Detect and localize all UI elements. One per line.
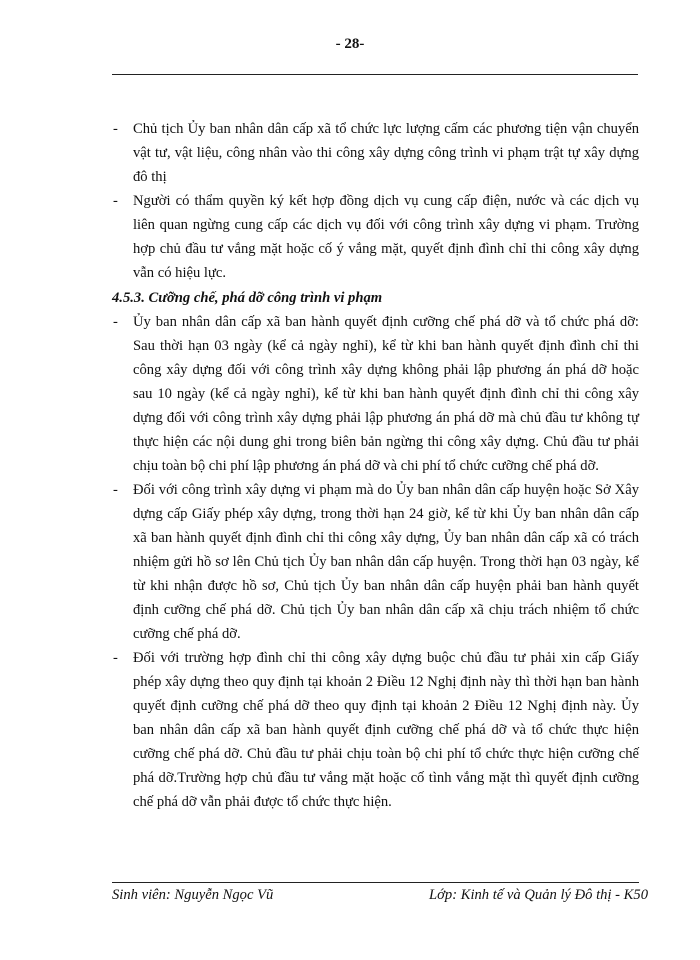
footer-divider xyxy=(112,882,639,883)
list-item xyxy=(112,189,639,285)
list-item-text: Ủy ban nhân dân cấp xã ban hành quyết định cưỡng chế phá dỡ và tổ chức phá dỡ: Sau thời hạn 03 ngày (kể cả ngày nghỉ), kể từ khi ban hành quyết định đình chỉ thi công xây dựng đối với công trình xây dựng không phải lập phương án phá dỡ hoặc sau 10 ngày (kể cả ngày nghỉ), kể từ khi ban hành quyết định đình chỉ thi công xây dựng đối với công trình xây dựng phải lập phương án phá dỡ mà chủ đầu tư không tự thực hiện các nội dung ghi trong biên bản ngừng thi công xây dựng. Chủ đầu tư phải chịu toàn bộ chi phí lập phương án phá dỡ và chi phí tổ chức cưỡng chế phá dỡ. xyxy=(133,314,639,474)
list-item xyxy=(112,646,639,814)
footer-class: Lớp: Kinh tế và Quản lý Đô thị - K50 xyxy=(429,887,648,903)
footer-student: Sinh viên: Nguyễn Ngọc Vũ xyxy=(112,887,274,903)
bullet-dash: - xyxy=(113,482,118,498)
list-item-text: Đối với công trình xây dựng vi phạm mà do Ủy ban nhân dân cấp huyện hoặc Sở Xây dựng cấp Giấy phép xây dựng, trong thời hạn 24 giờ, kể từ khi Ủy ban nhân dân cấp xã ban hành quyết định đình chỉ thi công xây dựng, Ủy ban nhân dân cấp xã có trách nhiệm gửi hồ sơ lên Chủ tịch Ủy ban nhân dân cấp huyện. Trong thời hạn 03 ngày, kể từ khi nhận được hồ sơ, Chủ tịch Ủy ban nhân dân cấp huyện phải ban hành quyết định cưỡng chế phá dỡ. Chủ tịch Ủy ban nhân dân cấp xã chịu trách nhiệm tổ chức cưỡng chế phá dỡ. xyxy=(133,482,639,642)
list-item-text: Người có thẩm quyền ký kết hợp đồng dịch vụ cung cấp điện, nước và các dịch vụ liên quan ngừng cung cấp các dịch vụ đối với công trình xây dựng vi phạm. Trường hợp chủ đầu tư vắng mặt hoặc cố ý vắng mặt, quyết định đình chỉ thi công xây dựng vẫn có hiệu lực. xyxy=(133,193,639,281)
bullet-dash: - xyxy=(113,650,118,666)
list-item-text: Đối với trường hợp đình chỉ thi công xây dựng buộc chủ đầu tư phải xin cấp Giấy phép xây dựng theo quy định tại khoản 2 Điều 12 Nghị định này thì thời hạn ban hành quyết định cưỡng chế phá dỡ theo quy định tại khoản 2 Điều 12 Nghị định này. Ủy ban nhân dân cấp xã ban hành quyết định cưỡng chế phá dỡ và tổ chức thực hiện cưỡng chế phá dỡ. Chủ đầu tư phải chịu toàn bộ chi phí tổ chức thực hiện cưỡng chế phá dỡ.Trường hợp chủ đầu tư vắng mặt hoặc cố tình vắng mặt thì quyết định cưỡng chế phá dỡ vẫn phải được tổ chức thực hiện. xyxy=(133,650,639,810)
bullet-dash: - xyxy=(113,314,118,330)
list-item xyxy=(112,117,639,189)
bullet-dash: - xyxy=(113,193,118,209)
header-divider xyxy=(112,74,638,75)
bullet-dash: - xyxy=(113,121,118,137)
list-item xyxy=(112,478,639,646)
list-item xyxy=(112,310,639,478)
section-heading: 4.5.3. Cưỡng chế, phá dỡ công trình vi phạm xyxy=(112,290,383,306)
page-number: - 28- xyxy=(335,36,365,52)
page-body xyxy=(112,117,639,814)
list-item-text: Chủ tịch Ủy ban nhân dân cấp xã tổ chức lực lượng cấm các phương tiện vận chuyển vật tư, vật liệu, công nhân vào thi công xây dựng công trình vi phạm trật tự xây dựng đô thị xyxy=(133,121,639,185)
